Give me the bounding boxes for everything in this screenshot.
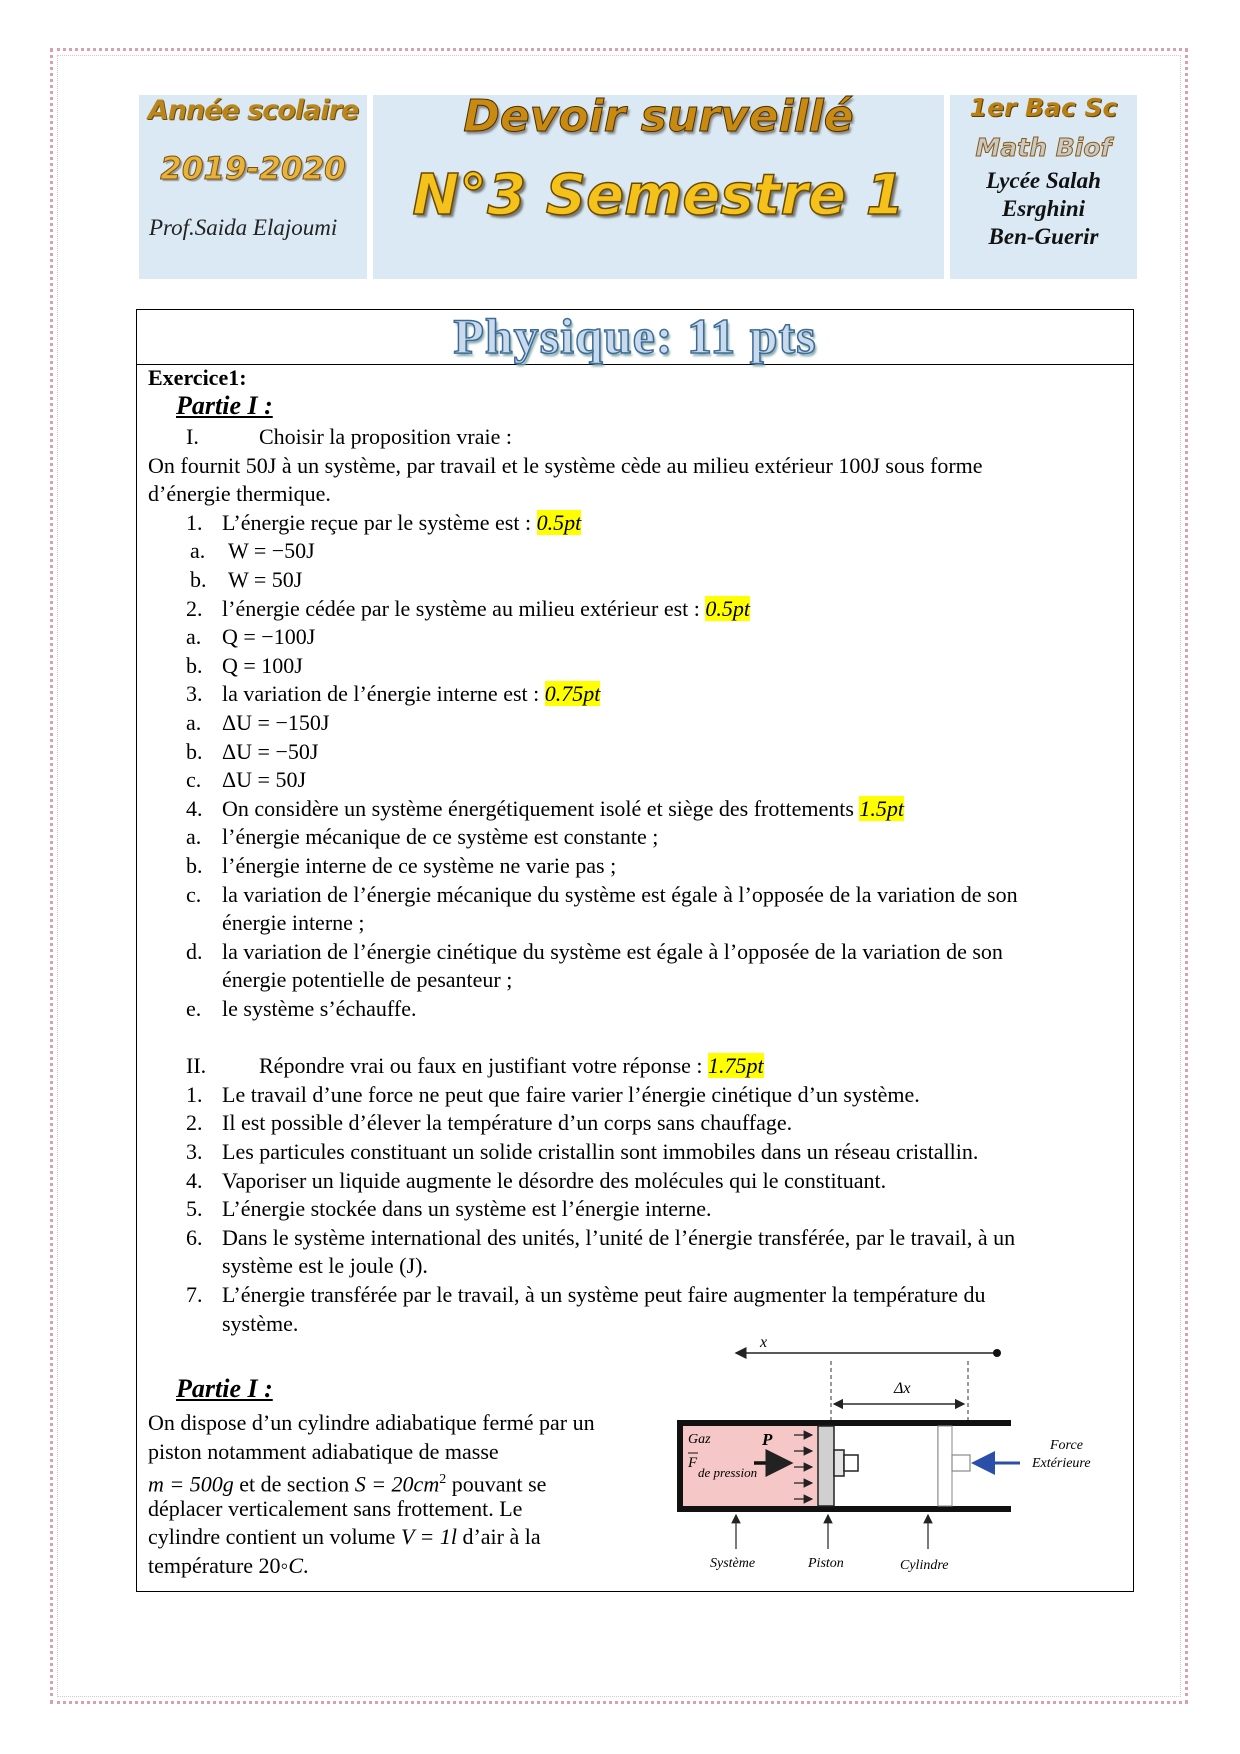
piston (818, 1426, 834, 1506)
system-label: Système (710, 1556, 756, 1571)
statement-text: Vaporiser un liquide augmente le désordre des molécules qui le constituant. (222, 1167, 887, 1193)
pressure-label: P (762, 1430, 773, 1449)
option-line (222, 738, 318, 767)
option-line (222, 966, 512, 995)
section-title: Physique: 11 pts (453, 308, 817, 364)
external-force-label-1: Force (1050, 1438, 1083, 1453)
section-value: S = 20cm (354, 1471, 440, 1497)
option-number: a. (186, 710, 202, 735)
points-badge: 0.5pt (536, 509, 582, 535)
option-number: d. (186, 938, 203, 964)
school-name: Lycée Salah Esrghini Ben-Guerir (986, 168, 1101, 249)
statement-number: 2. (186, 1110, 203, 1136)
question-line (222, 795, 904, 824)
question-text: la variation de l’énergie mécanique du système est égale à l’opposée de la variation de son (222, 881, 1018, 907)
option-line (222, 709, 329, 738)
option-number: b. (190, 567, 207, 592)
option-number: a. (190, 538, 206, 564)
question-text: Q = −100J (222, 624, 316, 650)
intro-line-1: On fournit 50J à un système, par travail et le système cède au milieu extérieur 100J sous forme (148, 452, 983, 478)
question-text: W = 50J (228, 567, 303, 592)
question-2-title (259, 1052, 764, 1081)
question-text: l’énergie mécanique de ce système est constante ; (222, 824, 659, 850)
partie-2-title: Partie I : (176, 1374, 273, 1403)
question-text: ΔU = −50J (222, 738, 319, 764)
statement-text: Il est possible d’élever la température d’un corps sans chauffage. (222, 1110, 793, 1136)
exercise-title: Exercice1: (148, 365, 247, 390)
option-number: b. (186, 853, 203, 878)
statement-number: 6. (186, 1224, 203, 1250)
option-line (222, 909, 365, 938)
statement-number: 3. (186, 1139, 203, 1164)
statement-text: L’énergie stockée dans un système est l’énergie interne. (222, 1196, 712, 1222)
header-right-box (950, 95, 1137, 279)
statement-text: Dans le système international des unités, l’unité de l’énergie transférée, par le travail, à un (222, 1224, 1016, 1250)
school-year: 2019-2020 (160, 151, 346, 187)
statement-number: 1. (186, 1081, 203, 1107)
problem-line-volume (148, 1523, 541, 1552)
question-text: énergie interne ; (222, 910, 365, 936)
option-number: e. (186, 996, 202, 1021)
question-1-roman: I. (186, 424, 199, 449)
option-number: a. (186, 824, 202, 850)
problem-line: déplacer verticalement sans frottement. Le (148, 1495, 523, 1521)
cylinder-label: Cylindre (900, 1558, 949, 1573)
delta-x-label: Δx (894, 1380, 911, 1397)
exam-title: Devoir surveillé (463, 91, 854, 142)
question-text: Q = 100J (222, 652, 303, 678)
statement-text: L’énergie transférée par le travail, à un système peut faire augmenter la température du (222, 1282, 986, 1307)
option-line (222, 938, 1003, 967)
statement-text: système est le joule (J). (222, 1253, 428, 1279)
option-number: a. (186, 624, 202, 650)
question-line (222, 509, 581, 538)
x-origin-point (993, 1349, 1001, 1357)
problem-line: piston notamment adiabatique de masse (148, 1438, 499, 1464)
option-number: c. (186, 767, 202, 793)
question-text: la variation de l’énergie cinétique du système est égale à l’opposée de la variation de son (222, 938, 1003, 964)
force-subscript: de pression (698, 1465, 758, 1480)
statement-text: Les particules constituant un solide cristallin sont immobiles dans un réseau cristallin. (222, 1139, 979, 1164)
question-1-title: Choisir la proposition vraie : (259, 424, 512, 449)
question-text: l’énergie cédée par le système au milieu extérieur est : (222, 595, 706, 621)
question-text: W = −50J (228, 538, 315, 564)
volume-value: V = 1l (400, 1524, 457, 1550)
statement-number: 5. (186, 1196, 203, 1222)
option-line (222, 881, 1018, 910)
option-number: c. (186, 881, 202, 907)
option-line (222, 623, 315, 652)
question-line (222, 680, 600, 709)
text-fragment: cylindre contient un volume (148, 1524, 401, 1550)
question-text: ΔU = −150J (222, 710, 330, 735)
x-label: x (760, 1334, 768, 1351)
right-piston (938, 1426, 952, 1506)
intro-line-2: d’énergie thermique. (148, 481, 331, 507)
text-fragment: . (303, 1553, 309, 1578)
question-text: la variation de l’énergie interne est : (222, 681, 545, 707)
option-line (222, 995, 416, 1024)
option-number: b. (186, 738, 203, 764)
piston-rod (834, 1450, 844, 1476)
question-text: ΔU = 50J (222, 767, 307, 793)
question-2-text: Répondre vrai ou faux en justifiant votre réponse : (259, 1053, 709, 1079)
option-line (228, 566, 302, 595)
external-force-label-2: Extérieure (1032, 1456, 1091, 1471)
question-line (222, 595, 750, 624)
statement-text: Le travail d’une force ne peut que faire varier l’énergie cinétique d’un système. (222, 1081, 920, 1107)
class-level: 1er Bac Sc (969, 93, 1118, 122)
piston-label: Piston (808, 1556, 844, 1571)
option-line (222, 652, 303, 681)
question-text: le système s’échauffe. (222, 996, 417, 1021)
option-number: b. (186, 652, 203, 678)
question-2-roman: II. (186, 1053, 207, 1079)
option-line (222, 823, 658, 852)
problem-line-temperature (148, 1552, 309, 1581)
points-badge: 1.5pt (859, 795, 905, 821)
class-branch: Math Biof (975, 133, 1112, 162)
points-badge: 0.5pt (705, 595, 751, 621)
section-title-row (137, 310, 1133, 365)
option-line (222, 766, 306, 795)
mass-value: m = 500g (148, 1471, 234, 1497)
option-line (222, 852, 616, 881)
statement-number: 7. (186, 1282, 203, 1307)
points-badge: 0.75pt (544, 681, 601, 707)
text-fragment: d’air à la (456, 1524, 541, 1550)
question-text: On considère un système énergétiquement isolé et siège des frottements (222, 795, 860, 821)
header-left-box (139, 95, 367, 279)
piston-diagram (666, 1317, 1142, 1573)
school-year-label: Année scolaire (147, 95, 359, 126)
problem-line: On dispose d’un cylindre adiabatique fermé par un (148, 1410, 595, 1435)
option-number: 3. (186, 681, 203, 707)
question-text: L’énergie reçue par le système est : (222, 509, 537, 535)
text-fragment: température 20◦ (148, 1553, 289, 1578)
points-badge: 1.75pt (708, 1053, 764, 1079)
option-line (228, 537, 315, 566)
question-text: énergie potentielle de pesanteur ; (222, 967, 513, 993)
text-fragment: et de section (233, 1471, 355, 1497)
statement-number: 4. (186, 1167, 203, 1193)
statement-text: système. (222, 1310, 299, 1336)
gas-label: Gaz (688, 1432, 711, 1447)
option-number: 1. (186, 509, 203, 535)
temperature-unit: C (288, 1553, 304, 1578)
header-middle-box (373, 91, 944, 279)
exponent: 2 (439, 1472, 447, 1488)
question-text: l’énergie interne de ce système ne varie pas ; (222, 853, 617, 878)
exam-number: N°3 Semestre 1 (412, 163, 905, 228)
option-number: 4. (186, 795, 203, 821)
partie-1-title: Partie I : (176, 391, 273, 420)
option-number: 2. (186, 595, 203, 621)
teacher-name: Prof.Saida Elajoumi (149, 215, 338, 240)
text-fragment: pouvant se (446, 1471, 547, 1497)
force-symbol: F (688, 1455, 698, 1471)
